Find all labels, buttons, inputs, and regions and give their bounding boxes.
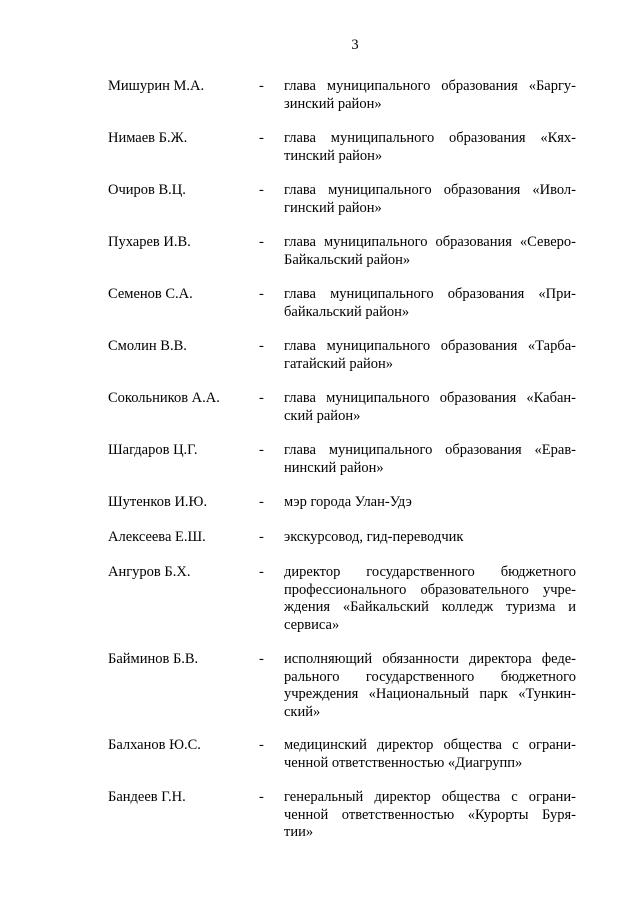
description-line: глава муниципального образования «Тарба- — [284, 338, 576, 354]
dash-separator: - — [259, 390, 264, 406]
position-description — [284, 130, 576, 165]
person-name: Мишурин М.А. — [108, 78, 205, 94]
description-line: ский» — [284, 703, 321, 720]
description-line: глава муниципального образования «Кабан- — [284, 390, 576, 406]
description-line: гинский район» — [284, 199, 382, 216]
position-description — [284, 651, 576, 721]
person-name: Нимаев Б.Ж. — [108, 130, 188, 146]
description-line: ждения «Байкальский колледж туризма и — [284, 599, 576, 615]
description-line: рального государственного бюджетного — [284, 668, 576, 685]
dash-separator: - — [259, 529, 264, 545]
description-line: глава муниципального образования «Ивол- — [284, 182, 576, 198]
description-line: глава муниципального образования «Ерав- — [284, 442, 576, 458]
position-description — [284, 494, 576, 512]
dash-separator: - — [259, 564, 264, 580]
position-description — [284, 78, 576, 113]
description-line: нинский район» — [284, 459, 384, 476]
position-description — [284, 442, 576, 477]
description-line: профессионального образовательного учре- — [284, 581, 576, 598]
person-name: Пухарев И.В. — [108, 234, 191, 250]
dash-separator: - — [259, 494, 264, 510]
dash-separator: - — [259, 651, 264, 667]
person-name: Семенов С.А. — [108, 286, 193, 302]
position-description — [284, 182, 576, 217]
description-line: ченной ответственностью «Диагрупп» — [284, 754, 523, 771]
person-name: Ангуров Б.Х. — [108, 564, 191, 580]
position-description — [284, 390, 576, 425]
page-number: 3 — [351, 37, 359, 53]
dash-separator: - — [259, 234, 264, 250]
dash-separator: - — [259, 78, 264, 94]
position-description — [284, 737, 576, 772]
position-description — [284, 789, 576, 842]
person-name: Балханов Ю.С. — [108, 737, 201, 753]
person-name: Очиров В.Ц. — [108, 182, 186, 198]
position-description — [284, 338, 576, 373]
dash-separator: - — [259, 737, 264, 753]
description-line: байкальский район» — [284, 303, 410, 320]
description-line: ченной ответственностью «Курорты Буря- — [284, 806, 576, 823]
position-description — [284, 234, 576, 269]
dash-separator: - — [259, 789, 264, 805]
person-name: Алексеева Е.Ш. — [108, 529, 206, 545]
dash-separator: - — [259, 442, 264, 458]
dash-separator: - — [259, 286, 264, 302]
dash-separator: - — [259, 338, 264, 354]
description-line: директор государственного бюджетного — [284, 564, 576, 580]
description-line: тинский район» — [284, 147, 383, 164]
position-description — [284, 564, 576, 634]
description-line: мэр города Улан-Удэ — [284, 494, 412, 510]
description-line: зинский район» — [284, 95, 382, 112]
person-name: Шутенков И.Ю. — [108, 494, 208, 510]
description-line: Байкальский район» — [284, 251, 411, 268]
position-description — [284, 529, 576, 547]
description-line: учреждения «Национальный парк «Тункин- — [284, 686, 576, 702]
description-line: медицинский директор общества с ограни- — [284, 737, 576, 753]
description-line: генеральный директор общества с ограни- — [284, 789, 576, 805]
position-description — [284, 286, 576, 321]
person-name: Шагдаров Ц.Г. — [108, 442, 198, 458]
description-line: глава муниципального образования «Кях- — [284, 130, 576, 146]
description-line: гатайский район» — [284, 355, 394, 372]
description-line: экскурсовод, гид-переводчик — [284, 529, 464, 545]
dash-separator: - — [259, 130, 264, 146]
description-line: глава муниципального образования «Северо- — [284, 234, 576, 250]
description-line: сервиса» — [284, 616, 340, 633]
person-name: Бандеев Г.Н. — [108, 789, 186, 805]
description-line: глава муниципального образования «Баргу- — [284, 78, 576, 94]
description-line: глава муниципального образования «При- — [284, 286, 576, 302]
description-line: тии» — [284, 824, 314, 840]
description-line: исполняющий обязанности директора феде- — [284, 651, 576, 667]
dash-separator: - — [259, 182, 264, 198]
person-name: Смолин В.В. — [108, 338, 187, 354]
description-line: ский район» — [284, 407, 361, 424]
person-name: Байминов Б.В. — [108, 651, 199, 667]
person-name: Сокольников А.А. — [108, 390, 220, 406]
